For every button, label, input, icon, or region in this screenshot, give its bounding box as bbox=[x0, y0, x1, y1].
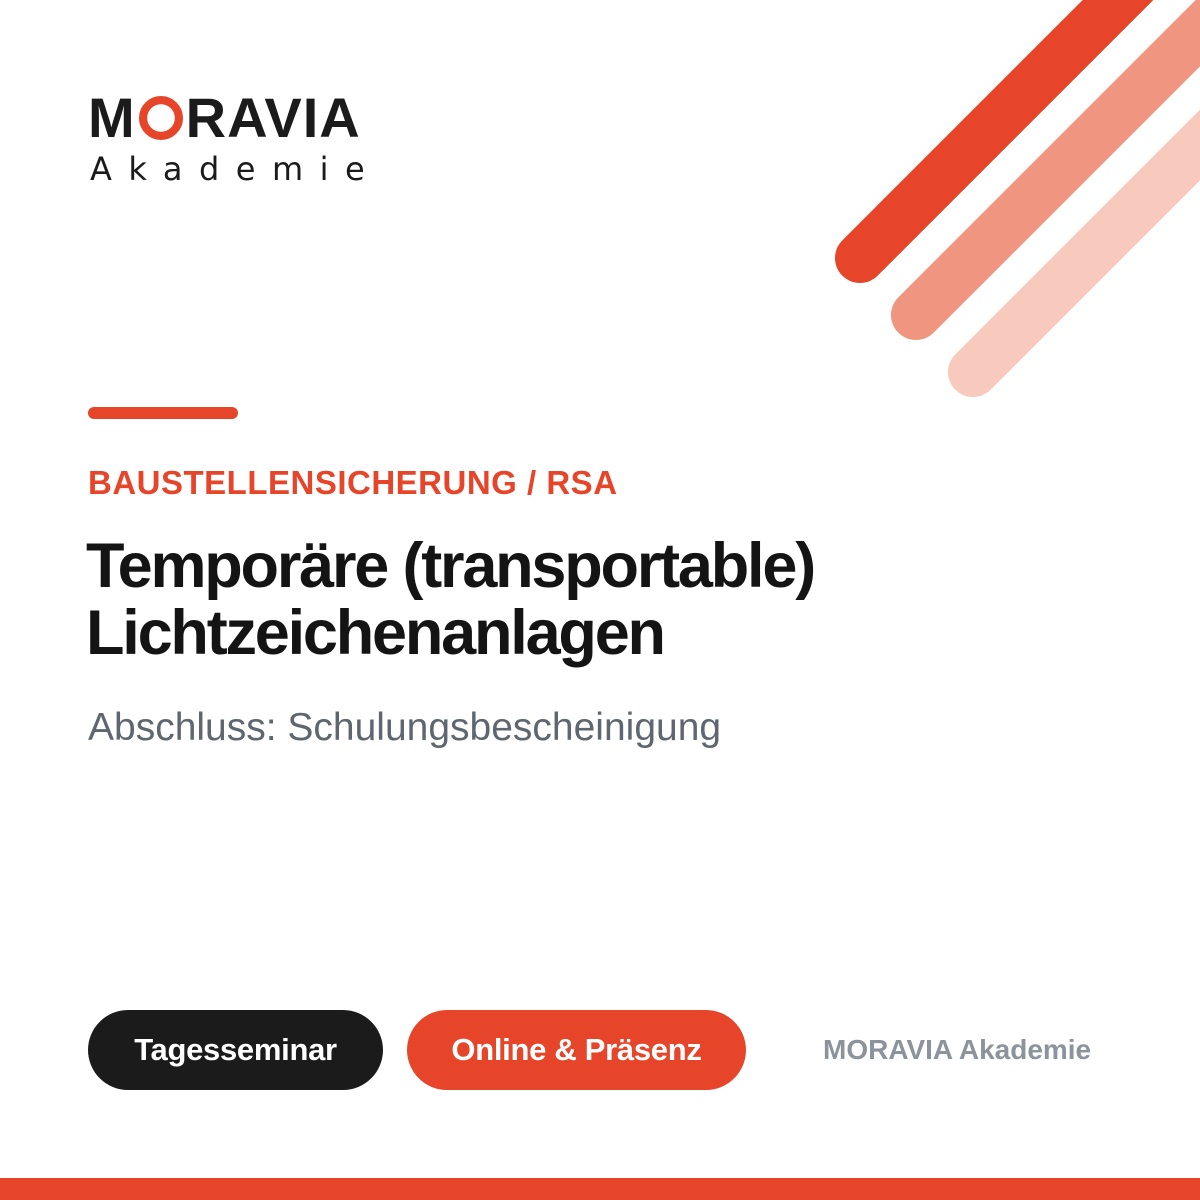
logo-letters-ravia: RAVIA bbox=[185, 86, 361, 149]
format-badge: Tagesseminar bbox=[88, 1010, 383, 1090]
logo-subline: Akademie bbox=[90, 150, 382, 188]
logo-wordmark bbox=[88, 86, 361, 149]
logo-letter-m: M bbox=[88, 86, 136, 149]
course-certificate: Abschluss: Schulungsbescheinigung bbox=[88, 706, 722, 749]
footer-brand: MORAVIA Akademie bbox=[823, 1034, 1092, 1065]
bottom-accent-bar bbox=[0, 1178, 1200, 1200]
o-ring-icon bbox=[139, 93, 183, 137]
mode-badge: Online & Präsenz bbox=[407, 1010, 746, 1090]
course-title-line-1: Temporäre (transportable) bbox=[86, 531, 814, 601]
course-title-line-2: Lichtzeichenanlagen bbox=[86, 598, 664, 668]
brand-logo bbox=[88, 86, 388, 190]
decorative-stripes bbox=[820, 0, 1200, 420]
course-title bbox=[86, 533, 1086, 667]
course-category: BAUSTELLENSICHERUNG / RSA bbox=[88, 464, 618, 501]
accent-divider bbox=[88, 407, 238, 419]
